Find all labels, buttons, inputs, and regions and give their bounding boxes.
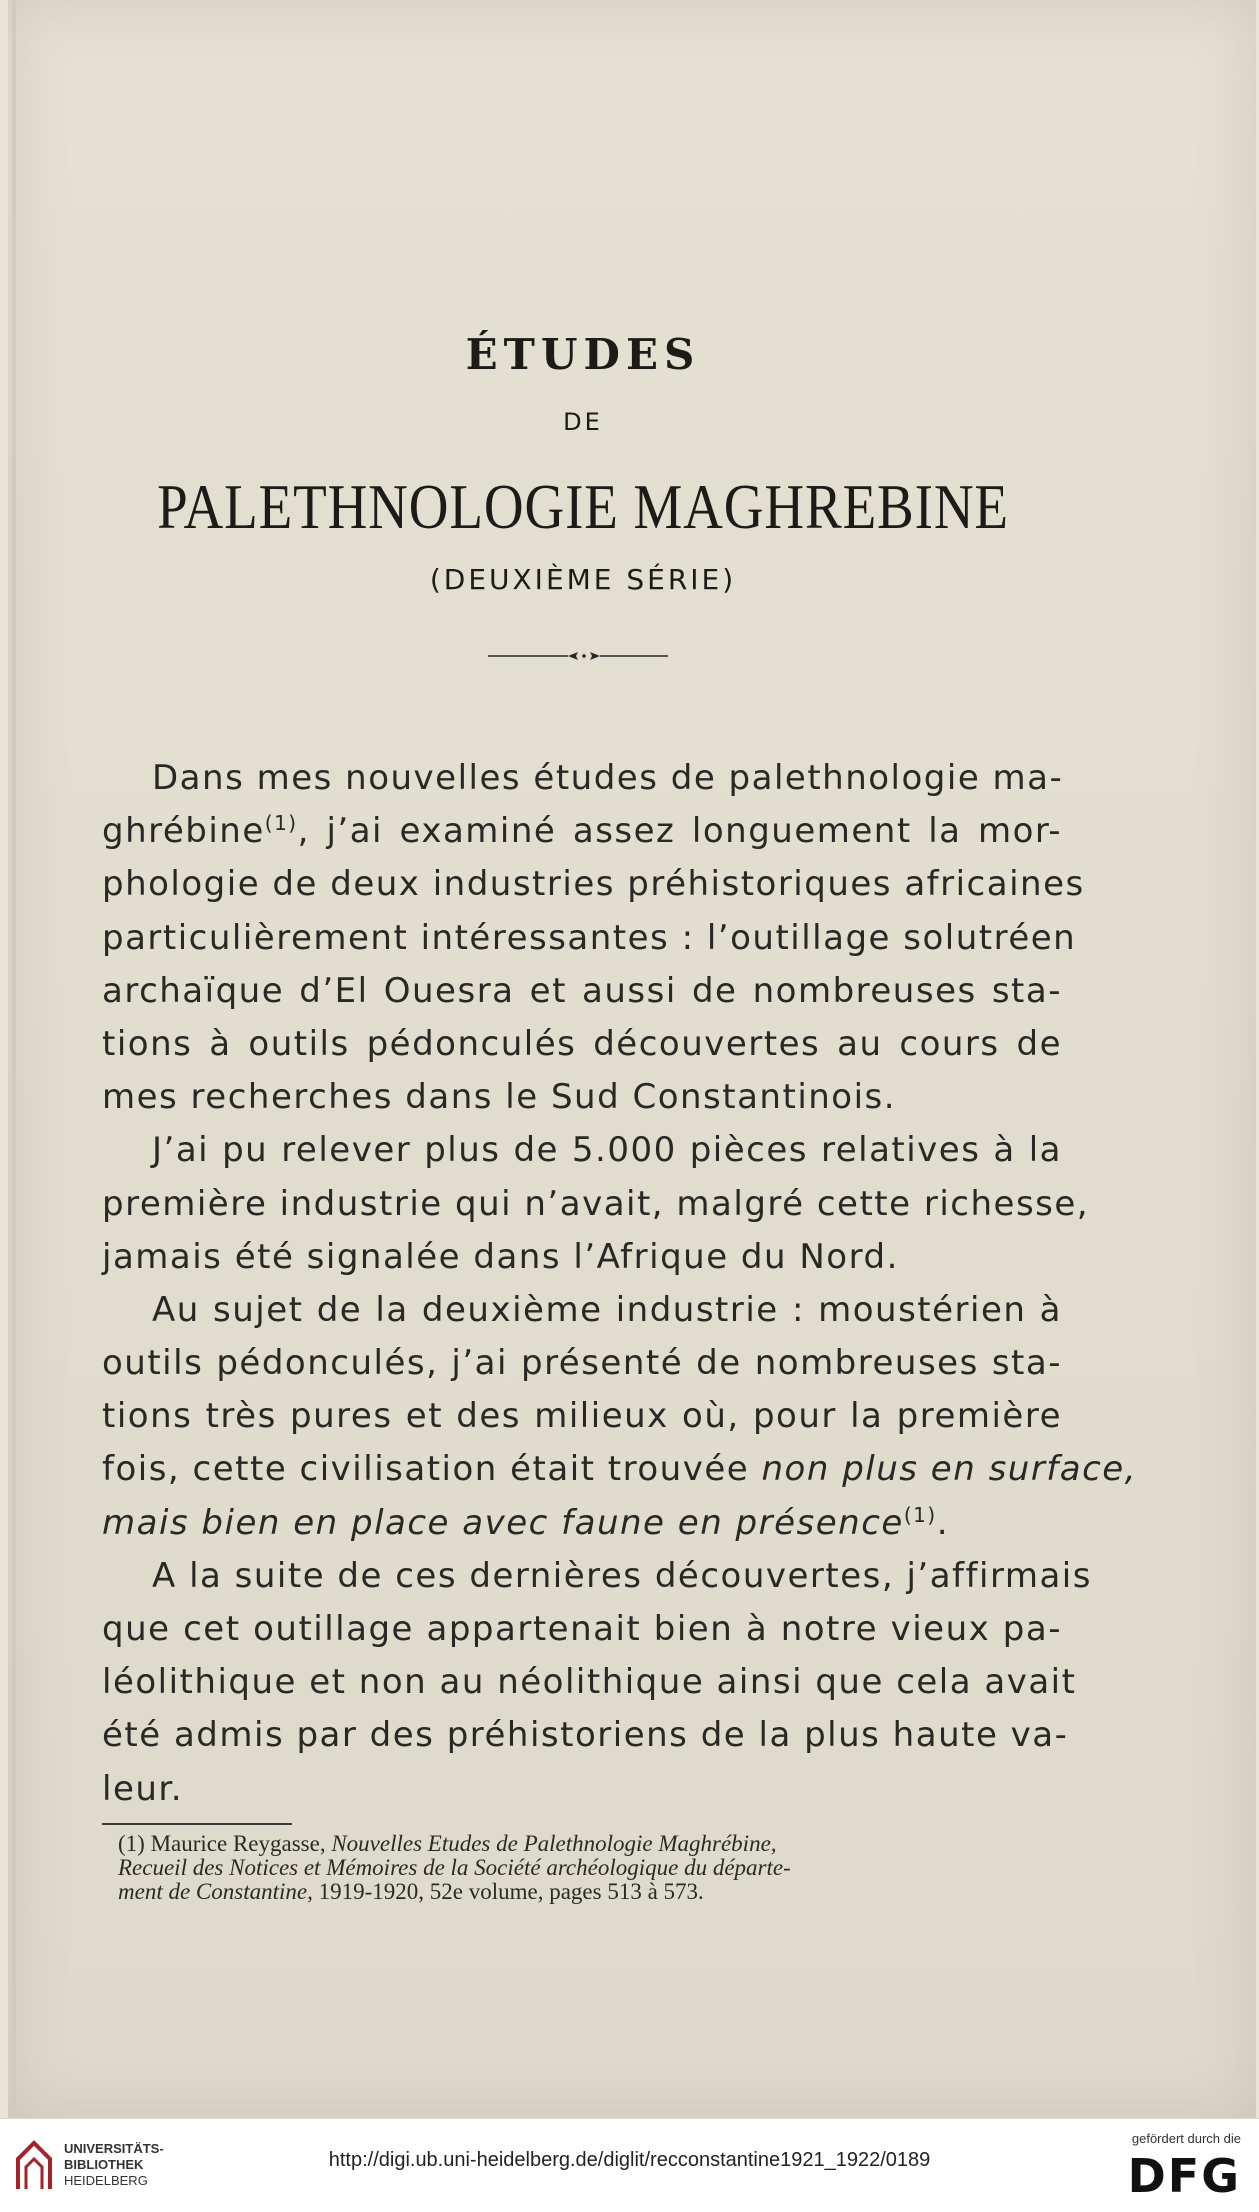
footnote-line: Recueil des Notices et Mémoires de la Société archéologique du départe- [118,1855,791,1880]
text-fragment: j’ai examiné assez longuement la mor- [326,811,1062,852]
footnote-line [118,1832,1062,1856]
footnote [118,1832,1062,1904]
dfg-logo[interactable]: DFG [1127,2149,1241,2203]
title-line-3: PALETHNOLOGIE MAGHREBINE [157,471,1009,542]
funding-caption: gefördert durch die [1131,2131,1241,2146]
text-line: A la suite de ces dernières découvertes, j’affirmais [152,1555,1092,1596]
footnote-ref: (1) [264,811,298,836]
university-name-line: UNIVERSITÄTS- [64,2141,164,2156]
text-line [102,1497,1062,1550]
footnote-line [118,1880,1062,1904]
title-line-2: DE [563,408,603,436]
series-subtitle: (DEUXIÈME SÉRIE) [429,563,737,596]
text-fragment: ghrébine [102,811,265,852]
text-line: tions très pures et des milieux où, pour la première [102,1396,1062,1437]
paragraph-2 [102,1124,1090,1284]
permalink-url[interactable]: http://digi.ub.uni-heidelberg.de/diglit/recconstantine1921_1922/0189 [328,2149,931,2171]
scanned-page [8,0,1256,2118]
text-line: jamais été signalée dans l’Afrique du Nord. [102,1236,899,1277]
text-line: phologie de deux industries préhistoriques africaines [102,864,1085,905]
text-line: Au sujet de la deuxième industrie : moustérien à [152,1289,1062,1330]
text-line: léolithique et non au néolithique ainsi que cela avait [102,1662,1077,1703]
text-line: été admis par des préhistoriens de la plus haute va- [102,1715,1069,1756]
text-line: première industrie qui n’avait, malgré cette richesse, [102,1183,1090,1224]
page-edge [12,0,16,2118]
text-line: archaïque d’El Ouesra et aussi de nombreuses sta- [102,970,1062,1011]
footnote-ref: (1) [903,1502,937,1527]
paragraph-1 [102,752,1085,1124]
italic-fragment: mais bien en place avec faune en présence [102,1502,904,1543]
footnote-text: 1919-1920, 52e volume, pages 513 à 573. [318,1879,704,1904]
body-text [102,752,1138,1816]
text-line: J’ai pu relever plus de 5.000 pièces relatives à la [152,1130,1062,1171]
footnote-title: Nouvelles Etudes de Palethnologie Maghrébine, [331,1831,777,1856]
italic-fragment: non plus en surface, [761,1449,1138,1490]
title-line-1: ÉTUDES [465,330,701,379]
university-name-line: BIBLIOTHEK [64,2157,144,2172]
text-line [102,1443,1138,1496]
text-line: leur. [102,1768,184,1809]
ornament-divider [488,648,668,664]
footnote-rule [102,1823,292,1825]
text-fragment: . [936,1502,949,1543]
university-name-line: HEIDELBERG [64,2173,148,2188]
footnote-author: Maurice Reygasse, [150,1831,326,1856]
text-line: ghrébine$^{(1)}$, j’ai examiné assez longuement la mor- [102,811,1062,852]
text-line: que cet outillage appartenait bien à notre vieux pa- [102,1609,1062,1649]
text-line: Dans mes nouvelles études de palethnologie ma- [152,758,1064,798]
text-line: particulièrement intéressantes : l’outillage solutréen [102,917,1077,958]
footnote-label: (1) [118,1831,145,1856]
text-line: outils pédonculés, j’ai présenté de nombreuses sta- [102,1343,1062,1384]
text-fragment: fois, cette civilisation était trouvée [102,1449,750,1490]
viewer-footer [0,2118,1259,2212]
text-line: mes recherches dans le Sud Constantinois. [102,1077,897,1118]
footnote-italic: ment de Constantine, [118,1879,313,1904]
text-line: tions à outils pédonculés découvertes au cours de [102,1023,1062,1064]
paragraph-4 [102,1550,1092,1816]
paragraph-3 [102,1284,1138,1550]
